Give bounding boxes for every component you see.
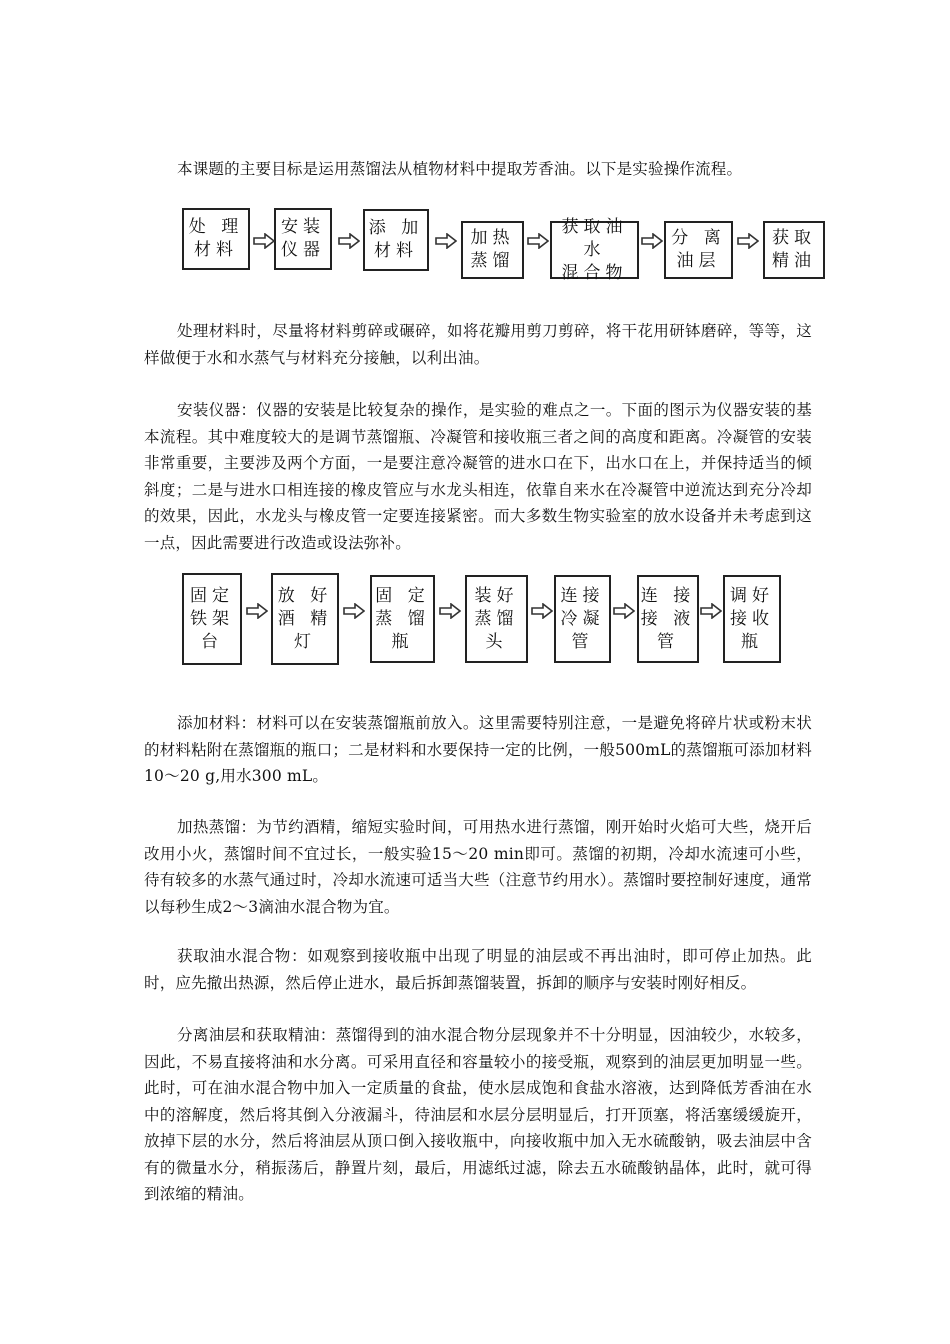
paragraph-heat: 加热蒸馏：为节约酒精，缩短实验时间，可用热水进行蒸馏，刚开始时火焰可大些，烧开后改用小火，蒸馏时间不宜过长，一般实验15～20 min即可。蒸馏的初期，冷却水流速可小些，待有较多的水蒸气通过时，冷却水流速可适当大些（注意节约用水）。蒸馏时要控制好速度，通常以每秒生成2～3滴油水混合物为宜。 [144,818,812,916]
paragraph-separate: 分离油层和获取精油：蒸馏得到的油水混合物分层现象并不十分明显，因油较少，水较多，因此，不易直接将油和水分离。可采用直径和容量较小的接受瓶，观察到的油层更加明显一些。此时，可在油水混合物中加入一定质量的食盐，使水层成饱和食盐水溶液，达到降低芳香油在水中的溶解度，然后将其倒入分液漏斗，待油层和水层分层明显后，打开顶塞，将活塞缓缓旋开，放掉下层的水分，然后将油层从顶口倒入接收瓶中，向接收瓶中加入无水硫酸钠，吸去油层中含有的微量水分，稍振荡后，静置片刻，最后，用滤纸过滤，除去五水硫酸钠晶体，此时，就可得到浓缩的精油。 [144,1026,812,1203]
flow2-step-5: 连接 冷凝 管 [554,575,611,663]
flow1-step-4: 加热 蒸馏 [461,221,524,279]
hollow-right-arrow-icon [641,233,663,249]
hollow-right-arrow-icon [700,603,722,619]
hollow-right-arrow-icon [531,603,553,619]
paragraph-install: 安装仪器：仪器的安装是比较复杂的操作，是实验的难点之一。下面的图示为仪器安装的基本流程。其中难度较大的是调节蒸馏瓶、冷凝管和接收瓶三者之间的高度和距离。冷凝管的安装非常重要，主要涉及两个方面，一是要注意冷凝管的进水口在下，出水口在上，并保持适当的倾斜度；二是与进水口相连接的橡皮管应与水龙头相连，依靠自来水在冷凝管中逆流达到充分冷却的效果，因此，水龙头与橡皮管一定要连接紧密。而大多数生物实验室的放水设备并未考虑到这一点，因此需要进行改造或设法弥补。 [144,401,812,552]
hollow-right-arrow-icon [253,233,275,249]
flow2-step-7: 调好 接收 瓶 [723,575,781,663]
flow1-step-1: 处 理 材料 [182,208,250,270]
hollow-right-arrow-icon [737,233,759,249]
paragraph-add-material: 添加材料：材料可以在安装蒸馏瓶前放入。这里需要特别注意，一是避免将碎片状或粉末状的材料粘附在蒸馏瓶的瓶口；二是材料和水要保持一定的比例，一般500mL的蒸馏瓶可添加材料10～20 g,用水300 mL。 [144,714,812,785]
paragraph-process-material: 处理材料时，尽量将材料剪碎或碾碎，如将花瓣用剪刀剪碎，将干花用研钵磨碎，等等，这样做便于水和水蒸气与材料充分接触，以利出油。 [144,322,812,367]
flow2-step-1: 固定 铁架 台 [182,573,242,665]
hollow-right-arrow-icon [435,233,457,249]
flow2-step-3: 固 定 蒸 馏 瓶 [370,575,435,663]
hollow-right-arrow-icon [613,603,635,619]
hollow-right-arrow-icon [246,603,268,619]
flow1-step-7: 获取 精油 [763,221,825,279]
flow2-step-4: 装好 蒸馏 头 [465,575,528,663]
hollow-right-arrow-icon [343,603,365,619]
paragraph-obtain: 获取油水混合物：如观察到接收瓶中出现了明显的油层或不再出油时，即可停止加热。此时，应先撤出热源，然后停止进水，最后拆卸蒸馏装置，拆卸的顺序与安装时刚好相反。 [144,947,812,992]
flow1-step-5: 获取油水 混合物 [550,221,639,279]
flow2-step-2: 放 好 酒 精 灯 [271,573,339,665]
flow1-step-2: 安装 仪器 [274,208,332,270]
hollow-right-arrow-icon [338,233,360,249]
paragraph-intro: 本课题的主要目标是运用蒸馏法从植物材料中提取芳香油。以下是实验操作流程。 [177,160,743,178]
flow2-step-6: 连 接 接 液 管 [637,575,699,663]
hollow-right-arrow-icon [439,603,461,619]
flow1-step-3: 添 加 材料 [363,209,429,271]
hollow-right-arrow-icon [527,233,549,249]
flow1-step-6: 分 离 油层 [664,221,733,279]
